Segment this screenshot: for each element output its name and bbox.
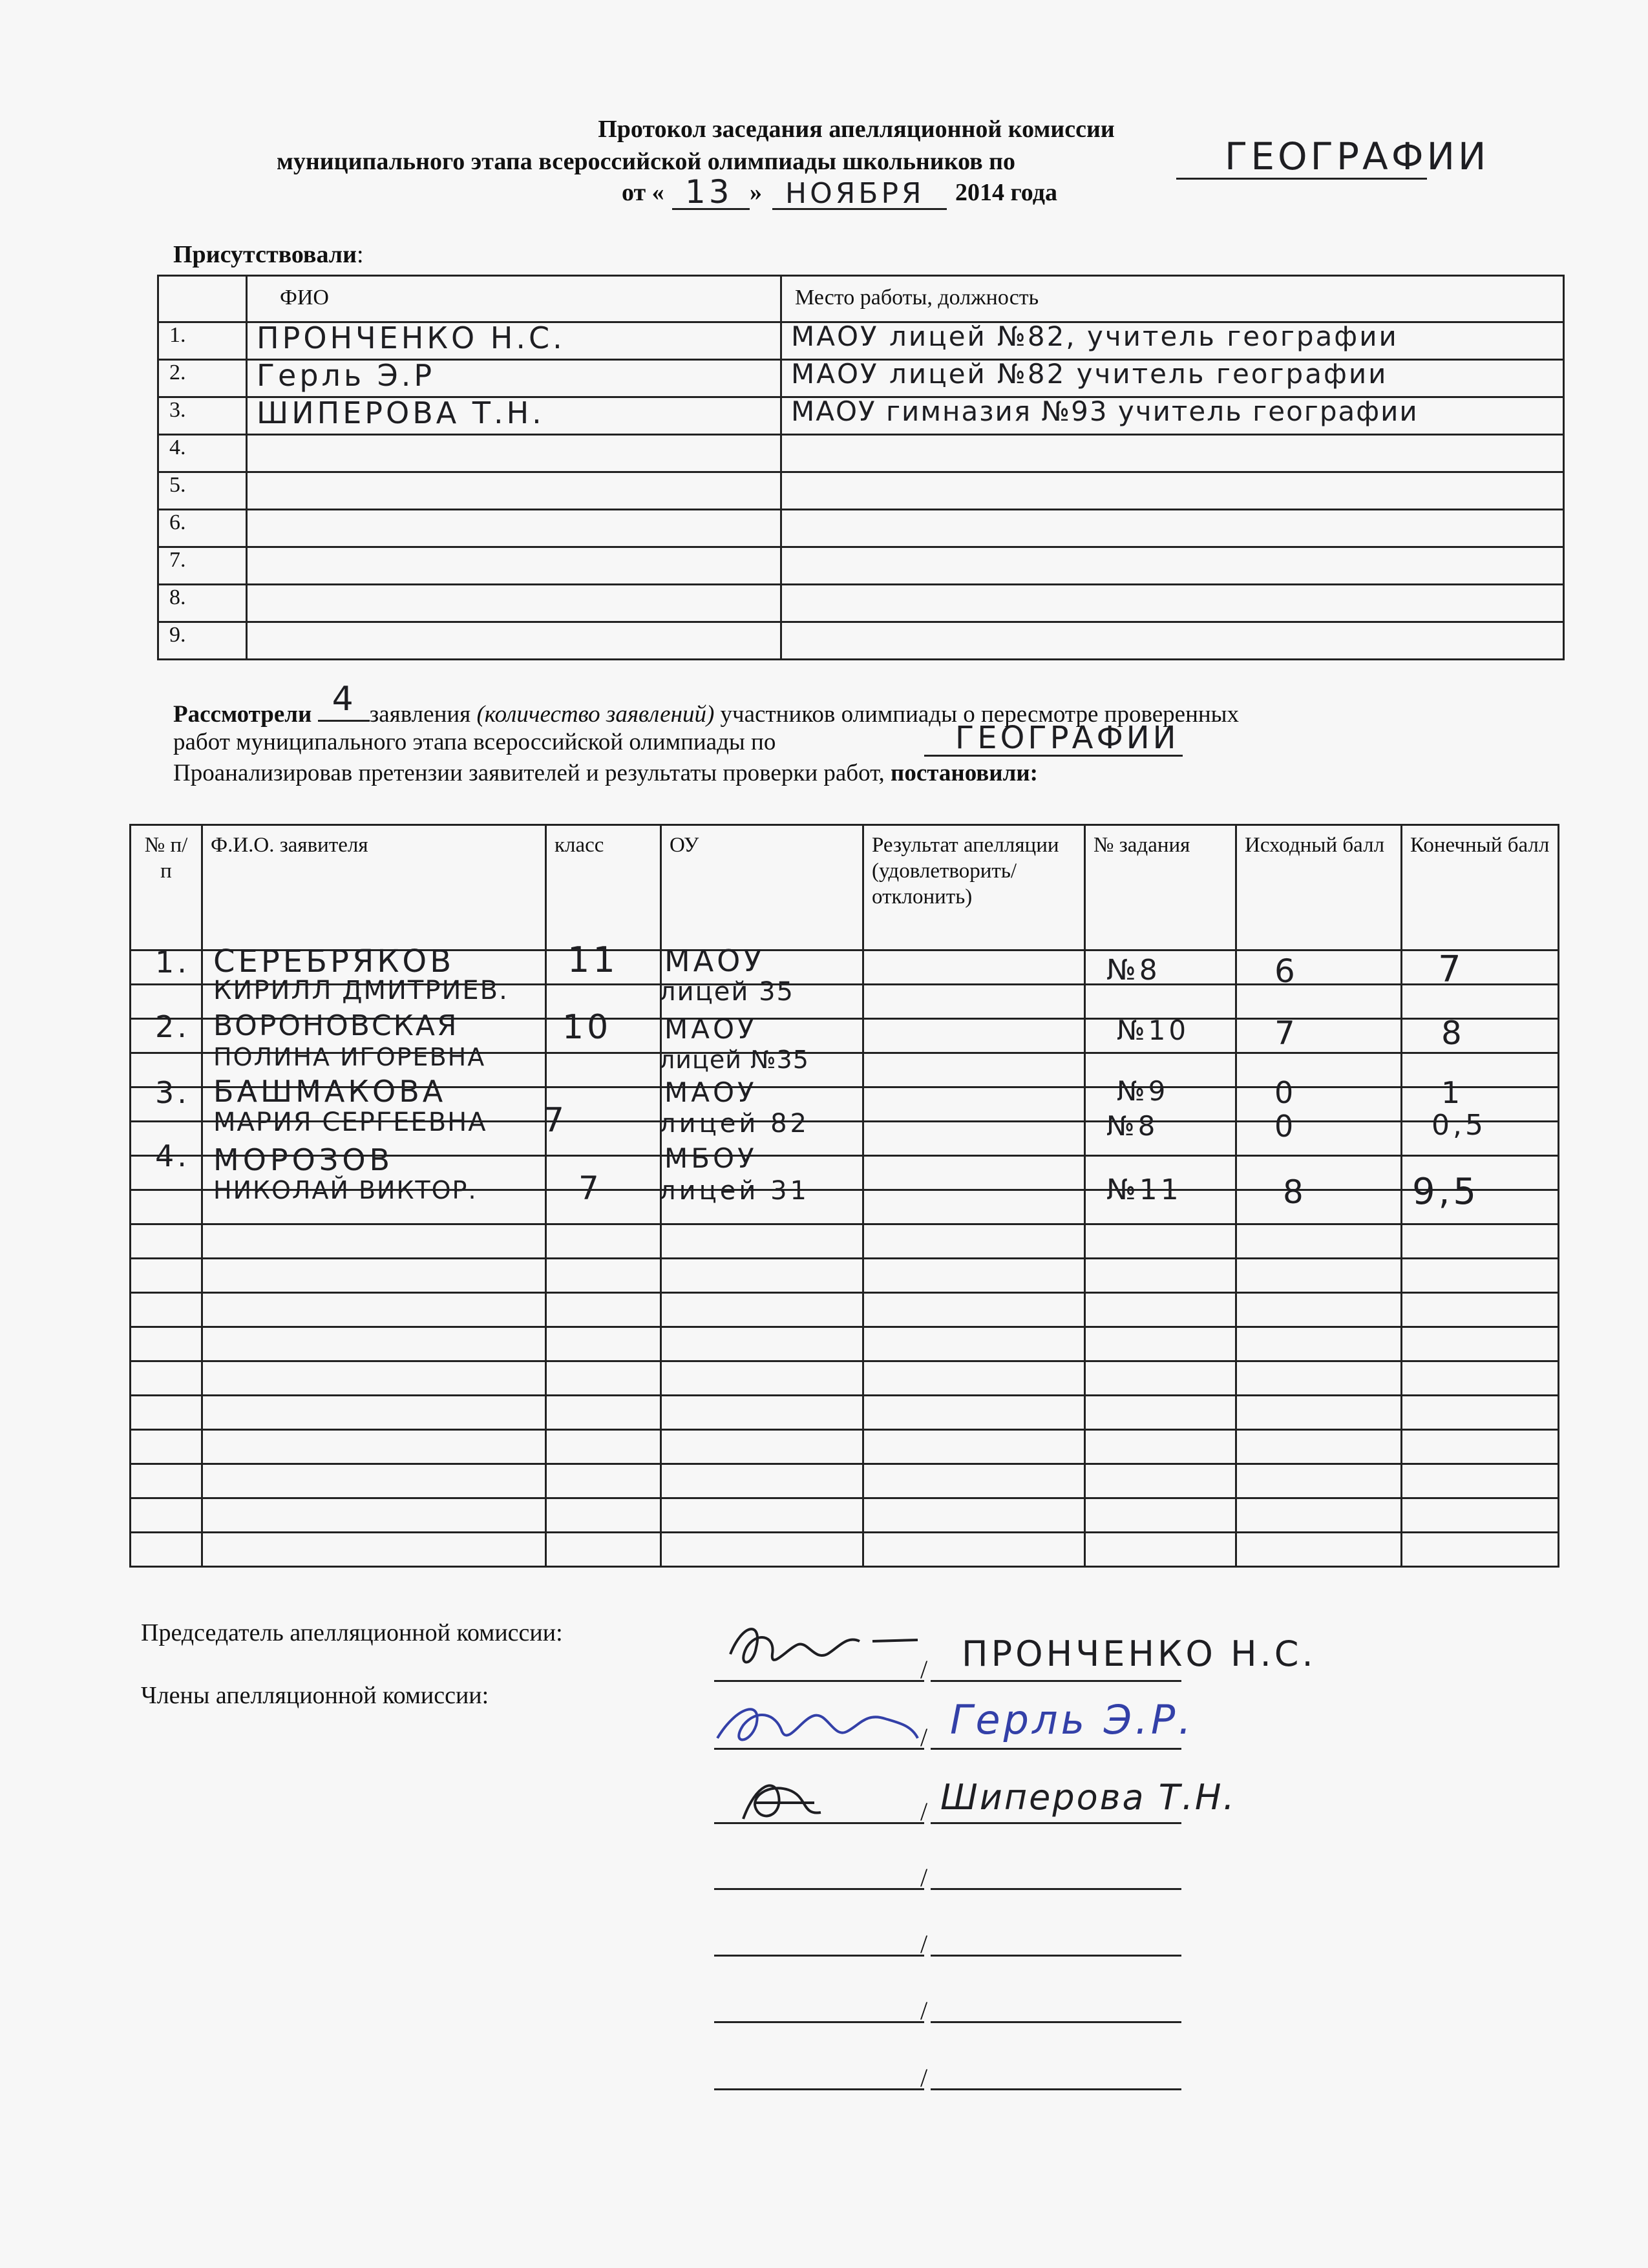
sig-line-right [931, 1955, 1181, 1957]
table-row [131, 1361, 1559, 1396]
attendee-work [781, 360, 1564, 397]
subject-handwritten: ГЕОГРАФИИ [1225, 134, 1490, 178]
appeal-2-school1: МАОУ [664, 1013, 757, 1045]
attendee-row [158, 472, 1564, 510]
attendee-row [158, 622, 1564, 660]
review-line-3 [173, 759, 1038, 787]
appeal-2-grade: 10 [562, 1008, 612, 1047]
table-row [131, 1327, 1559, 1361]
review-subject-handwritten: ГЕОГРАФИИ [955, 720, 1179, 756]
sig-line-left [714, 2088, 924, 2090]
attendee-num: 8. [158, 585, 247, 622]
members-label: Члены апелляционной комиссии: [141, 1682, 489, 1709]
attendee-work-value: МАОУ гимназия №93 учитель географии [791, 395, 1419, 427]
appeal-3-name1: БАШМАКОВА [213, 1074, 447, 1109]
sig-line-right [931, 1748, 1181, 1750]
appeal-1-task: №8 [1106, 954, 1161, 987]
attendee-work-value: МАОУ лицей №82, учитель географии [791, 320, 1399, 352]
attendee-work [781, 435, 1564, 472]
attendee-num: 2. [158, 360, 247, 397]
review-line2-text: работ муниципального этапа всероссийской олимпиады по [173, 729, 776, 755]
attendee-fio [247, 472, 781, 510]
col-fio-label: ФИО [280, 286, 329, 310]
attendee-work [781, 622, 1564, 660]
attendee-work [781, 510, 1564, 547]
attendee-row [158, 585, 1564, 622]
appeal-4-initial: 8 [1283, 1173, 1307, 1211]
chair-signature [717, 1609, 931, 1686]
chair-label: Председатель апелляционной комиссии: [141, 1619, 563, 1646]
review-line-2 [173, 728, 776, 756]
appeal-3-task: №9 [1117, 1075, 1169, 1107]
table-row [131, 1533, 1559, 1567]
attendees-colon: : [357, 241, 364, 268]
sig-slash: / [920, 1996, 928, 2025]
count-handwritten: 4 [332, 680, 357, 719]
appeal-3-name2: МАРИЯ СЕРГЕЕВНА [213, 1108, 487, 1137]
header-final: Конечный балл [1402, 825, 1559, 950]
title-line-2-text: муниципального этапа всероссийской олимпиады школьников по [277, 148, 1016, 175]
count-blank [318, 680, 370, 722]
appeal-4-name1: МОРОЗОВ [213, 1142, 394, 1177]
review-text1: заявления [369, 701, 471, 728]
attendee-num: 9. [158, 622, 247, 660]
appeal-1-name1: СЕРЕБРЯКОВ [213, 943, 455, 980]
table-row [131, 1464, 1559, 1498]
member2-signature [717, 1758, 911, 1835]
attendee-work [781, 585, 1564, 622]
appeal-3-school2: лицей 82 [659, 1109, 810, 1139]
header-num: № п/п [131, 825, 202, 950]
attendee-num: 7. [158, 547, 247, 585]
sig-slash: / [920, 1929, 928, 1958]
table-row [131, 1396, 1559, 1430]
appeal-1-school1: МАОУ [664, 943, 765, 978]
attendee-num: 4. [158, 435, 247, 472]
attendee-fio-value: ПРОНЧЕНКО Н.С. [257, 320, 565, 355]
sig-line-left [714, 2021, 924, 2023]
review-text2: участников олимпиады о пересмотре проверенных [720, 701, 1240, 728]
attendee-row [158, 435, 1564, 472]
attendee-fio [247, 585, 781, 622]
sig-slash: / [920, 1655, 928, 1684]
date-open: от « [622, 179, 664, 206]
appeal-3-school1: МАОУ [664, 1076, 757, 1108]
sig-slash: / [920, 1797, 928, 1826]
review-italic: (количество заявлений) [476, 701, 715, 728]
attendee-work [781, 472, 1564, 510]
attendee-work-value: МАОУ лицей №82 учитель географии [791, 358, 1388, 390]
attendee-fio [247, 547, 781, 585]
sig-line-left [714, 1888, 924, 1890]
attendee-fio [247, 397, 781, 435]
table-row [131, 1259, 1559, 1293]
appeals-header-row [131, 825, 1559, 950]
appeal-4-name2: НИКОЛАЙ ВИКТОР. [213, 1176, 478, 1204]
appeal-4-final: 9,5 [1412, 1171, 1480, 1213]
date-year: 2014 года [955, 179, 1057, 206]
attendee-fio [247, 510, 781, 547]
attendee-row [158, 510, 1564, 547]
attendee-fio [247, 435, 781, 472]
appeal-3-task2: №8 [1106, 1110, 1159, 1142]
appeal-4-grade: 7 [578, 1170, 602, 1207]
review-line3-text: Проанализировав претензии заявителей и результаты проверки работ, [173, 760, 885, 786]
appeal-4-num: 4. [155, 1139, 190, 1173]
appeal-2-task: №10 [1117, 1014, 1190, 1046]
header-task: № задания [1085, 825, 1236, 950]
header-grade: класс [546, 825, 661, 950]
appeal-4-school1: МБОУ [664, 1142, 757, 1174]
attendee-row [158, 322, 1564, 360]
attendees-table [157, 275, 1565, 660]
title-line-2 [277, 147, 1015, 176]
appeal-3-final: 1 [1441, 1075, 1464, 1110]
attendee-row [158, 360, 1564, 397]
appeal-2-name1: ВОРОНОВСКАЯ [213, 1009, 459, 1042]
attendee-num: 5. [158, 472, 247, 510]
sig-slash: / [920, 1863, 928, 1892]
attendees-header-num [158, 276, 247, 322]
appeal-1-initial: 6 [1274, 952, 1298, 990]
date-close: » [750, 179, 762, 206]
appeal-3-num: 3. [155, 1075, 190, 1110]
sig-slash: / [920, 2063, 928, 2092]
review-bold-start: Рассмотрели [173, 701, 312, 728]
sig-line-right [931, 2021, 1181, 2023]
table-row [131, 1293, 1559, 1327]
appeal-3-final2: 0,5 [1431, 1109, 1486, 1142]
sig-line-right [931, 1888, 1181, 1890]
attendee-fio [247, 322, 781, 360]
table-row [131, 1430, 1559, 1464]
attendee-num: 3. [158, 397, 247, 435]
attendees-label [173, 240, 364, 269]
attendee-work [781, 397, 1564, 435]
attendee-work [781, 547, 1564, 585]
attendee-num: 1. [158, 322, 247, 360]
attendee-fio-value: ШИПЕРОВА Т.Н. [257, 395, 545, 430]
appeal-1-name2: КИРИЛЛ ДМИТРИЕВ. [213, 976, 509, 1005]
chair-name: ПРОНЧЕНКО Н.С. [962, 1633, 1316, 1674]
sig-line-right [931, 1822, 1181, 1824]
appeal-2-num: 2. [155, 1009, 190, 1044]
review-line3-bold: постановили: [891, 760, 1038, 786]
col-work-label: Место работы, должность [795, 286, 1039, 310]
attendee-fio [247, 622, 781, 660]
appeal-4-task: №11 [1106, 1173, 1182, 1206]
attendee-work [781, 322, 1564, 360]
table-row [131, 1224, 1559, 1259]
header-fio: Ф.И.О. заявителя [202, 825, 546, 950]
appeal-1-num: 1. [155, 945, 190, 980]
appeal-1-school2: лицей 35 [659, 977, 795, 1007]
sig-line-left [714, 1955, 924, 1957]
attendees-header-row [158, 276, 1564, 322]
title-line-1: Протокол заседания апелляционной комиссии [598, 116, 1115, 143]
date-line [622, 178, 664, 207]
member2-name: Шиперова Т.Н. [940, 1777, 1236, 1818]
member1-name: Герль Э.Р. [950, 1696, 1195, 1743]
attendee-row [158, 547, 1564, 585]
attendee-fio-value: Герль Э.Р [257, 358, 436, 393]
attendee-row [158, 397, 1564, 435]
attendees-label-text: Присутствовали [173, 241, 357, 268]
day-handwritten: 13 [685, 173, 733, 211]
attendee-fio [247, 360, 781, 397]
header-result: Результат апелляции (удовлетворить/ отклонить) [863, 825, 1085, 950]
appeal-2-final: 8 [1441, 1014, 1465, 1052]
sig-line-right [931, 1680, 1181, 1682]
appeal-1-final: 7 [1438, 949, 1464, 991]
appeal-2-initial: 7 [1274, 1014, 1298, 1052]
header-school: ОУ [661, 825, 863, 950]
month-handwritten: НОЯБРЯ [785, 177, 925, 210]
attendees-header-fio [247, 276, 781, 322]
appeal-1-grade: 11 [567, 940, 618, 980]
appeal-4-school2: лицей 31 [659, 1176, 810, 1206]
table-row [131, 1498, 1559, 1533]
appeal-2-school2: лицей №35 [659, 1045, 809, 1074]
appeal-3-initial2: 0 [1274, 1109, 1297, 1144]
header-initial: Исходный балл [1236, 825, 1402, 950]
appeal-3-initial: 0 [1274, 1075, 1297, 1110]
appeal-3-grade: 7 [543, 1101, 568, 1140]
attendee-num: 6. [158, 510, 247, 547]
sig-slash: / [920, 1723, 928, 1752]
sig-line-right [931, 2088, 1181, 2090]
appeal-2-name2: ПОЛИНА ИГОРЕВНА [213, 1043, 486, 1071]
member1-signature [704, 1680, 924, 1764]
attendees-header-work [781, 276, 1564, 322]
